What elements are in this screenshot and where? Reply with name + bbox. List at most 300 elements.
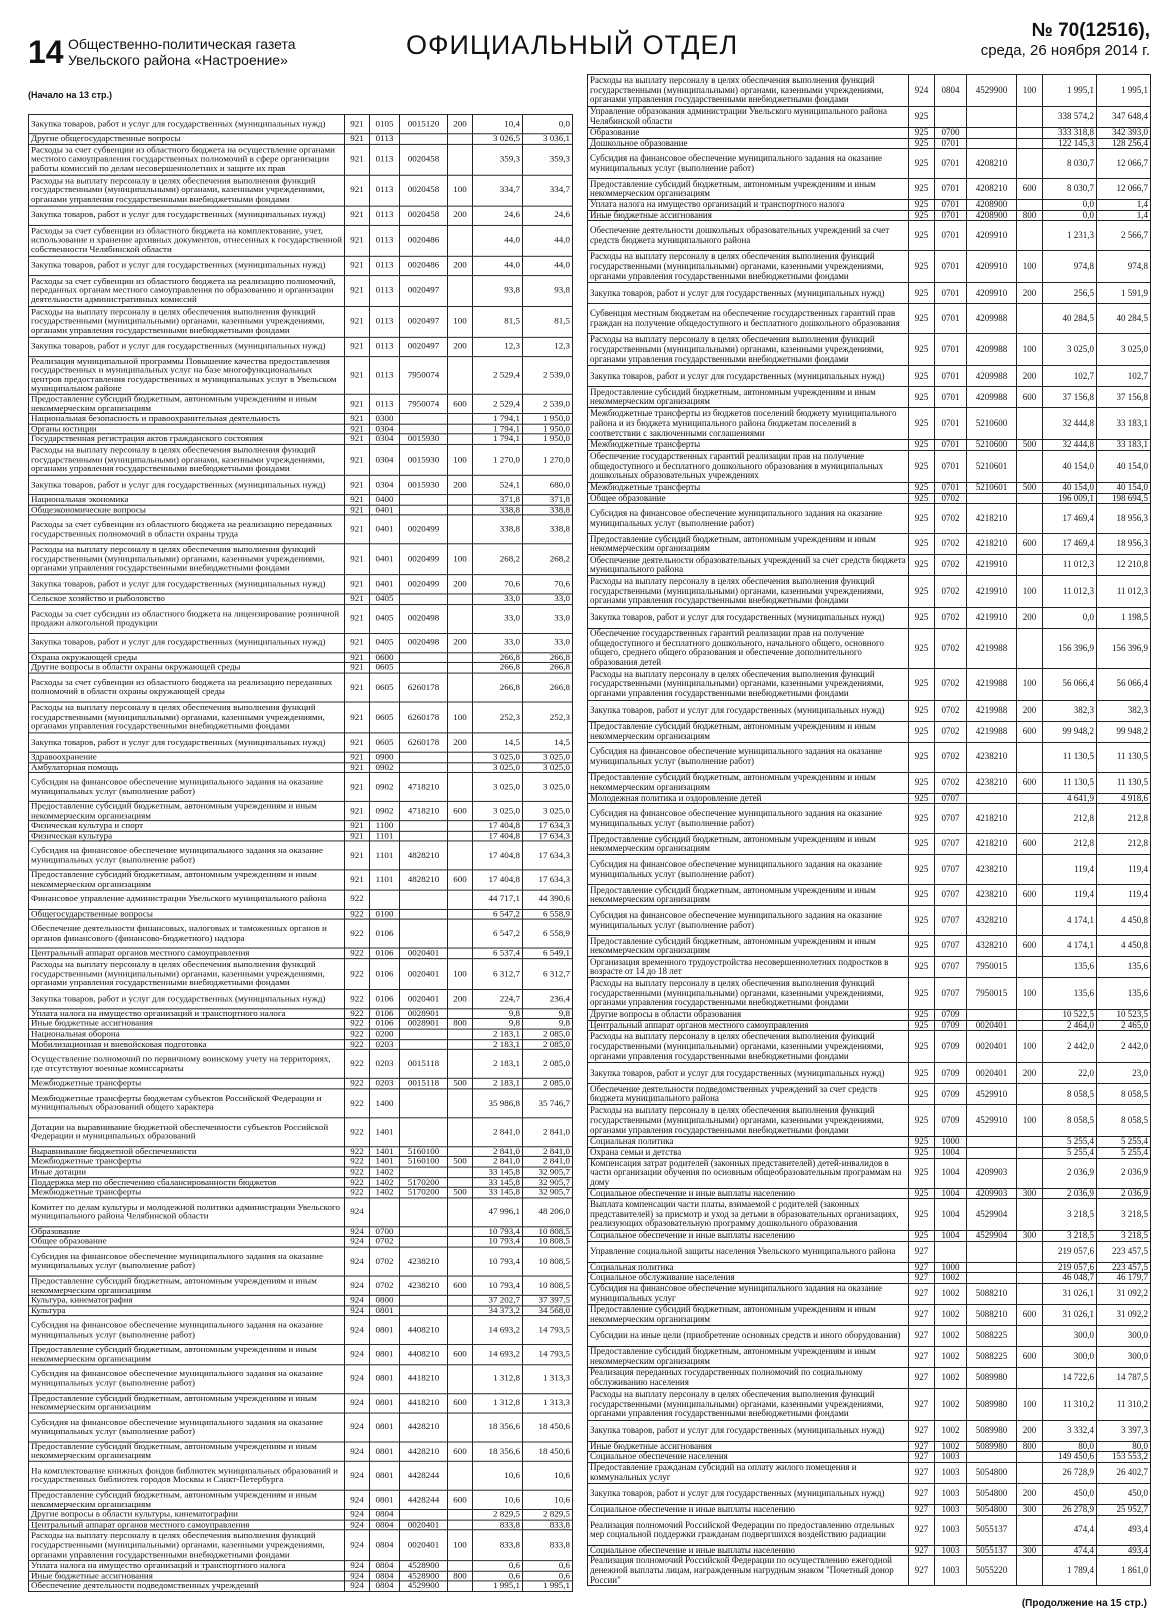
- row-department-code: 927: [909, 1545, 935, 1556]
- row-amount-2015: 450,0: [1043, 1484, 1097, 1505]
- row-amount-2015: 3 218,5: [1043, 1231, 1097, 1242]
- row-amount-2015: 4 174,1: [1043, 906, 1097, 936]
- right-table-row: [588, 1388, 1151, 1420]
- row-target-code: [400, 1237, 448, 1247]
- row-amount-2015: 1 794,1: [473, 434, 523, 444]
- left-table-row: [29, 444, 573, 475]
- row-section-code: 0804: [935, 75, 967, 107]
- row-description: Расходы на выплату персоналу в целях обеспечения выполнения функций государственными (муниципальными) органами, казенными учреждениями, органами управления государственными внебюджетными фондами: [29, 702, 345, 733]
- row-target-code: 4218210: [967, 534, 1017, 555]
- row-amount-2015: 833,8: [473, 1520, 523, 1530]
- row-section-code: 1000: [935, 1262, 967, 1273]
- row-section-code: 0113: [370, 175, 400, 206]
- row-amount-2015: 474,4: [1043, 1515, 1097, 1545]
- row-amount-2015: 14 693,2: [473, 1316, 523, 1345]
- row-amount-2015: 10 793,4: [473, 1227, 523, 1237]
- row-department-code: 925: [909, 221, 935, 251]
- row-description: Выравнивание бюджетной обеспеченности: [29, 1147, 345, 1157]
- row-department-code: 921: [345, 505, 370, 515]
- row-section-code: 0804: [370, 1510, 400, 1520]
- row-target-code: [400, 890, 448, 909]
- left-table-row: [29, 1039, 573, 1049]
- row-amount-2016: 1,4: [1097, 200, 1151, 211]
- row-description: Межбюджетные трансферты: [29, 1157, 345, 1167]
- row-description: Закупка товаров, работ и услуг для государственных (муниципальных нужд): [29, 733, 345, 752]
- row-amount-2015: 17 404,8: [473, 821, 523, 831]
- row-description: Сельское хозяйство и рыболовство: [29, 594, 345, 604]
- row-target-code: 4208900: [967, 210, 1017, 221]
- row-target-code: 4529910: [967, 1084, 1017, 1105]
- row-amount-2015: 6 312,7: [473, 958, 523, 989]
- row-department-code: 924: [345, 1295, 370, 1305]
- row-amount-2015: 56 066,4: [1043, 668, 1097, 700]
- row-description: Предоставление субсидий бюджетным, автономным учреждениям и иным некоммерческим организациям: [29, 1345, 345, 1364]
- left-table-row: [29, 1561, 573, 1571]
- row-description: Закупка товаров, работ и услуг для государственных (муниципальных нужд): [29, 633, 345, 652]
- row-amount-2015: 40 154,0: [1043, 482, 1097, 493]
- row-target-code: [400, 752, 448, 762]
- right-table-row: [588, 629, 1151, 668]
- row-expense-type: 100: [448, 1530, 473, 1561]
- row-section-code: 1004: [935, 1199, 967, 1231]
- row-amount-2016: 18 956,3: [1097, 504, 1151, 534]
- row-section-code: 0804: [370, 1520, 400, 1530]
- row-target-code: [400, 1167, 448, 1177]
- row-description: Культура: [29, 1306, 345, 1316]
- row-expense-type: [448, 1147, 473, 1157]
- row-amount-2016: 56 066,4: [1097, 668, 1151, 700]
- row-amount-2016: 4 450,8: [1097, 906, 1151, 936]
- row-section-code: 0105: [370, 114, 400, 133]
- row-target-code: 6260178: [400, 702, 448, 733]
- row-amount-2016: 3 025,0: [523, 752, 573, 762]
- row-department-code: 925: [909, 885, 935, 906]
- row-expense-type: 600: [1017, 834, 1043, 855]
- row-amount-2016: 9,8: [523, 1009, 573, 1019]
- row-description: Закупка товаров, работ и услуг для государственных (муниципальных нужд): [588, 283, 909, 304]
- row-target-code: 0020499: [400, 575, 448, 594]
- row-amount-2016: 2 036,9: [1097, 1188, 1151, 1199]
- row-description: Охрана окружающей среды: [29, 653, 345, 663]
- row-department-code: 927: [909, 1556, 935, 1586]
- row-amount-2016: 33,0: [523, 633, 573, 652]
- row-description: Обеспечение деятельности образовательных учреждений за счет средств бюджета муниципального района: [588, 555, 909, 576]
- row-department-code: 924: [345, 1581, 370, 1591]
- row-description: Расходы на выплату персоналу в целях обеспечения выполнения функций государственными (муниципальными) органами, казенными учреждениями, органами управления государственными внебюджетными фондами: [588, 668, 909, 700]
- row-target-code: 4328210: [967, 936, 1017, 957]
- row-amount-2016: 14 793,5: [523, 1345, 573, 1364]
- right-table-row: [588, 387, 1151, 408]
- row-description: Расходы на выплату персоналу в целях обеспечения выполнения функций государственными (муниципальными) органами, казенными учреждениями, органами управления государственными внебюджетными фондами: [29, 958, 345, 989]
- row-target-code: 4219988: [967, 629, 1017, 668]
- row-section-code: 0106: [370, 958, 400, 989]
- row-section-code: 0113: [370, 256, 400, 275]
- right-table-row: [588, 450, 1151, 482]
- row-department-code: 927: [909, 1367, 935, 1388]
- row-expense-type: 100: [448, 702, 473, 733]
- right-table-row: [588, 493, 1151, 504]
- left-table-row: [29, 909, 573, 919]
- row-description: Предоставление субсидий бюджетным, автономным учреждениям и иным некоммерческим организациям: [29, 1393, 345, 1412]
- row-department-code: 921: [345, 604, 370, 633]
- row-section-code: 0709: [935, 1105, 967, 1137]
- row-department-code: 922: [345, 1147, 370, 1157]
- row-target-code: 0020401: [967, 1063, 1017, 1084]
- row-amount-2015: 3 332,4: [1043, 1420, 1097, 1441]
- row-target-code: 0020401: [400, 1530, 448, 1561]
- row-expense-type: 600: [1017, 534, 1043, 555]
- row-section-code: 1003: [935, 1545, 967, 1556]
- left-table-row: [29, 434, 573, 444]
- row-expense-type: 100: [448, 306, 473, 337]
- row-target-code: 0020497: [400, 275, 448, 306]
- row-amount-2015: 333 318,8: [1043, 128, 1097, 139]
- row-department-code: 924: [345, 1276, 370, 1295]
- row-amount-2015: 18 356,6: [473, 1413, 523, 1442]
- row-expense-type: [1017, 1020, 1043, 1031]
- row-department-code: 922: [345, 1050, 370, 1079]
- row-department-code: 924: [345, 1237, 370, 1247]
- row-expense-type: [448, 594, 473, 604]
- row-amount-2016: 32 905,7: [523, 1187, 573, 1197]
- row-amount-2015: 382,3: [1043, 700, 1097, 721]
- row-expense-type: [448, 275, 473, 306]
- left-table-row: [29, 1413, 573, 1442]
- row-target-code: 5088210: [967, 1283, 1017, 1304]
- row-amount-2016: 35 746,7: [523, 1089, 573, 1118]
- row-target-code: 4528900: [400, 1561, 448, 1571]
- row-description: Социальное обеспечение и иные выплаты населению: [588, 1545, 909, 1556]
- row-amount-2016: 1 313,3: [523, 1364, 573, 1393]
- right-table-row: [588, 906, 1151, 936]
- row-section-code: 0701: [935, 482, 967, 493]
- row-section-code: 0701: [935, 408, 967, 440]
- row-target-code: [400, 594, 448, 604]
- row-amount-2015: 11 012,3: [1043, 555, 1097, 576]
- right-table-row: [588, 408, 1151, 440]
- row-description: Другие вопросы в области культуры, кинематографии: [29, 1510, 345, 1520]
- right-table-row: [588, 128, 1151, 139]
- row-amount-2016: 4 450,8: [1097, 936, 1151, 957]
- row-section-code: 0702: [370, 1237, 400, 1247]
- row-expense-type: [448, 1029, 473, 1039]
- row-amount-2015: 0,0: [1043, 210, 1097, 221]
- row-expense-type: 600: [448, 1393, 473, 1412]
- row-target-code: 4828210: [400, 841, 448, 870]
- row-department-code: 921: [345, 114, 370, 133]
- row-section-code: 0605: [370, 702, 400, 733]
- row-amount-2016: 40 284,5: [1097, 304, 1151, 334]
- right-table-row: [588, 1137, 1151, 1148]
- row-amount-2015: 371,8: [473, 495, 523, 505]
- row-description: Субсидия на финансовое обеспечение муниципального задания на оказание муниципальных услуг (выполнение работ): [29, 1364, 345, 1393]
- left-table-row: [29, 594, 573, 604]
- row-description: Уплата налога на имущество организаций и транспортного налога: [588, 200, 909, 211]
- left-table-row: [29, 1571, 573, 1581]
- row-target-code: 0020401: [400, 989, 448, 1008]
- row-target-code: 4238210: [967, 772, 1017, 793]
- row-amount-2016: 266,8: [523, 673, 573, 702]
- row-amount-2015: 9,8: [473, 1019, 523, 1029]
- row-section-code: 0701: [935, 366, 967, 387]
- row-target-code: [967, 138, 1017, 149]
- row-department-code: 927: [909, 1463, 935, 1484]
- row-department-code: 925: [909, 700, 935, 721]
- row-target-code: 5160100: [400, 1157, 448, 1167]
- row-amount-2015: 266,8: [473, 663, 523, 673]
- row-target-code: [400, 1029, 448, 1039]
- right-table-row: [588, 978, 1151, 1010]
- row-amount-2015: 212,8: [1043, 804, 1097, 834]
- row-amount-2016: 10 808,5: [523, 1247, 573, 1276]
- row-amount-2015: 17 404,8: [473, 870, 523, 889]
- row-amount-2015: 34 373,2: [473, 1306, 523, 1316]
- row-description: Дотации на выравнивание бюджетной обеспеченности субъектов Российской Федерации и муниципальных образований: [29, 1118, 345, 1147]
- row-amount-2016: 6 312,7: [523, 958, 573, 989]
- row-amount-2015: 219 057,6: [1043, 1262, 1097, 1273]
- row-amount-2016: 0,0: [523, 114, 573, 133]
- row-section-code: 1002: [935, 1441, 967, 1452]
- left-table-row: [29, 801, 573, 820]
- row-amount-2016: 14 787,5: [1097, 1367, 1151, 1388]
- row-expense-type: [1017, 629, 1043, 668]
- row-department-code: 925: [909, 482, 935, 493]
- row-section-code: 0801: [370, 1413, 400, 1442]
- left-table-row: [29, 1364, 573, 1393]
- right-table-row: [588, 534, 1151, 555]
- row-expense-type: 500: [1017, 482, 1043, 493]
- row-description: Закупка товаров, работ и услуг для государственных (муниципальных нужд): [29, 206, 345, 225]
- row-amount-2016: 32 905,7: [523, 1177, 573, 1187]
- left-table-row: [29, 505, 573, 515]
- left-table-row: [29, 1295, 573, 1305]
- row-amount-2015: 252,3: [473, 702, 523, 733]
- row-section-code: 1004: [935, 1147, 967, 1158]
- row-expense-type: [448, 1118, 473, 1147]
- row-description: Поддержка мер по обеспечению сбалансированности бюджетов: [29, 1177, 345, 1187]
- row-target-code: [400, 495, 448, 505]
- left-table-row: [29, 1187, 573, 1197]
- row-expense-type: [448, 604, 473, 633]
- row-expense-type: 200: [1017, 283, 1043, 304]
- row-department-code: 925: [909, 1158, 935, 1188]
- row-section-code: 0900: [370, 752, 400, 762]
- row-amount-2016: 156 396,9: [1097, 629, 1151, 668]
- left-table-row: [29, 1530, 573, 1561]
- left-table-row: [29, 134, 573, 144]
- row-expense-type: [1017, 221, 1043, 251]
- row-section-code: 0702: [935, 668, 967, 700]
- row-description: Другие вопросы в области образования: [588, 1010, 909, 1021]
- row-expense-type: [1017, 1147, 1043, 1158]
- row-section-code: [370, 1198, 400, 1227]
- row-amount-2015: 37 202,7: [473, 1295, 523, 1305]
- row-amount-2016: 8 058,5: [1097, 1105, 1151, 1137]
- row-expense-type: 500: [448, 1078, 473, 1088]
- row-expense-type: [448, 948, 473, 958]
- row-department-code: 925: [909, 1031, 935, 1063]
- row-section-code: 0405: [370, 633, 400, 652]
- row-amount-2016: 24,6: [523, 206, 573, 225]
- row-section-code: 0707: [935, 793, 967, 804]
- row-expense-type: 500: [448, 1187, 473, 1197]
- row-department-code: 925: [909, 138, 935, 149]
- row-amount-2015: 33,0: [473, 633, 523, 652]
- row-department-code: 922: [345, 1177, 370, 1187]
- left-table-row: [29, 653, 573, 663]
- row-description: Управление социальной защиты населения Увельского муниципального района: [588, 1241, 909, 1262]
- row-expense-type: 200: [448, 575, 473, 594]
- right-table-row: [588, 885, 1151, 906]
- row-target-code: 4209910: [967, 251, 1017, 283]
- row-expense-type: [448, 909, 473, 919]
- row-department-code: 927: [909, 1441, 935, 1452]
- row-section-code: 0702: [370, 1276, 400, 1295]
- row-amount-2015: 2 036,9: [1043, 1158, 1097, 1188]
- row-section-code: 0113: [370, 206, 400, 225]
- row-department-code: 921: [345, 515, 370, 544]
- row-amount-2016: 1 950,0: [523, 424, 573, 434]
- right-table-row: [588, 1367, 1151, 1388]
- row-section-code: 0709: [935, 1084, 967, 1105]
- issue-info: [981, 20, 1150, 59]
- row-target-code: 0015930: [400, 444, 448, 475]
- row-target-code: [967, 1452, 1017, 1463]
- right-table-row: [588, 957, 1151, 978]
- row-amount-2016: 1 950,0: [523, 414, 573, 424]
- row-description: Иные бюджетные ассигнования: [588, 210, 909, 221]
- row-expense-type: 600: [448, 1490, 473, 1509]
- row-section-code: [935, 107, 967, 128]
- row-target-code: 0015930: [400, 434, 448, 444]
- row-amount-2016: 128 256,4: [1097, 138, 1151, 149]
- right-table-row: [588, 304, 1151, 334]
- row-section-code: 0709: [935, 1063, 967, 1084]
- row-amount-2015: 10 793,4: [473, 1237, 523, 1247]
- right-table-row: [588, 1515, 1151, 1545]
- row-amount-2015: 37 156,8: [1043, 387, 1097, 408]
- row-amount-2016: 3 025,0: [1097, 334, 1151, 366]
- row-target-code: 5088210: [967, 1304, 1017, 1325]
- row-target-code: 0020498: [400, 633, 448, 652]
- row-expense-type: [448, 831, 473, 841]
- row-amount-2015: 26 278,9: [1043, 1505, 1097, 1516]
- row-description: Межбюджетные трансферты: [29, 1187, 345, 1197]
- row-expense-type: [1017, 742, 1043, 772]
- right-table-row: [588, 721, 1151, 742]
- row-department-code: 925: [909, 668, 935, 700]
- row-section-code: 1004: [935, 1158, 967, 1188]
- row-amount-2016: 9,8: [523, 1019, 573, 1029]
- left-table-row: [29, 206, 573, 225]
- row-description: Расходы за счет субвенции из областного бюджета на реализацию переданных государственных полномочий в области охраны труда: [29, 515, 345, 544]
- row-description: Субсидия на финансовое обеспечение муниципального задания на оказание муниципальных услуг (выполнение работ): [588, 504, 909, 534]
- row-target-code: 0020486: [400, 256, 448, 275]
- row-amount-2015: 9,8: [473, 1009, 523, 1019]
- row-description: Расходы на выплату персоналу в целях обеспечения выполнения функций государственными (муниципальными) органами, казенными учреждениями, органами управления государственными внебюджетными фондами: [29, 1530, 345, 1561]
- row-department-code: 925: [909, 1147, 935, 1158]
- row-department-code: 927: [909, 1273, 935, 1284]
- row-section-code: 1002: [935, 1367, 967, 1388]
- row-section-code: 0702: [935, 721, 967, 742]
- row-amount-2015: 3 026,5: [473, 134, 523, 144]
- row-description: Расходы на выплату персоналу в целях обеспечения выполнения функций государственными (муниципальными) органами, казенными учреждениями, органами управления государственными внебюджетными фондами: [588, 978, 909, 1010]
- row-amount-2015: 40 284,5: [1043, 304, 1097, 334]
- row-section-code: 0700: [935, 128, 967, 139]
- row-department-code: 924: [345, 1247, 370, 1276]
- row-target-code: [400, 762, 448, 772]
- row-section-code: 1402: [370, 1187, 400, 1197]
- row-expense-type: 100: [1017, 251, 1043, 283]
- row-department-code: 927: [909, 1505, 935, 1516]
- row-section-code: 0700: [370, 1227, 400, 1237]
- row-section-code: 0701: [935, 221, 967, 251]
- row-department-code: 925: [909, 534, 935, 555]
- row-description: Предоставление субсидий бюджетным, автономным учреждениям и иным некоммерческим организациям: [29, 394, 345, 413]
- row-expense-type: 100: [1017, 334, 1043, 366]
- row-target-code: 4209988: [967, 304, 1017, 334]
- row-target-code: 4219910: [967, 555, 1017, 576]
- row-section-code: 1004: [935, 1231, 967, 1242]
- row-amount-2015: 833,8: [473, 1530, 523, 1561]
- row-department-code: 922: [345, 1019, 370, 1029]
- row-department-code: 927: [909, 1262, 935, 1273]
- left-table-row: [29, 1050, 573, 1079]
- right-table-row: [588, 1420, 1151, 1441]
- row-target-code: 0020401: [967, 1020, 1017, 1031]
- left-table-row: [29, 1581, 573, 1591]
- left-table-row: [29, 870, 573, 889]
- row-expense-type: [448, 919, 473, 948]
- right-table-row: [588, 1147, 1151, 1158]
- row-description: Финансовое управление администрации Увельского муниципального района: [29, 890, 345, 909]
- row-target-code: [400, 909, 448, 919]
- row-amount-2016: 359,3: [523, 144, 573, 175]
- right-table-row: [588, 1325, 1151, 1346]
- row-expense-type: [1017, 138, 1043, 149]
- row-target-code: 7950074: [400, 394, 448, 413]
- row-amount-2016: 223 457,5: [1097, 1262, 1151, 1273]
- row-expense-type: [448, 414, 473, 424]
- left-table-row: [29, 762, 573, 772]
- row-target-code: 6260178: [400, 733, 448, 752]
- row-expense-type: 100: [1017, 1105, 1043, 1137]
- row-department-code: 925: [909, 1084, 935, 1105]
- row-section-code: 0701: [935, 304, 967, 334]
- row-expense-type: [448, 1364, 473, 1393]
- row-description: Расходы на выплату персоналу в целях обеспечения выполнения функций государственными (муниципальными) органами, казенными учреждениями, органами управления государственными внебюджетными фондами: [588, 1388, 909, 1420]
- row-section-code: 0401: [370, 575, 400, 594]
- row-description: Предоставление субсидий бюджетным, автономным учреждениям и иным некоммерческим организациям: [588, 387, 909, 408]
- row-expense-type: 600: [1017, 387, 1043, 408]
- row-expense-type: 200: [1017, 366, 1043, 387]
- row-amount-2015: 5 255,4: [1043, 1147, 1097, 1158]
- row-target-code: 0028901: [400, 1019, 448, 1029]
- row-target-code: 4238210: [967, 742, 1017, 772]
- row-target-code: 0020401: [967, 1031, 1017, 1063]
- row-department-code: 921: [345, 870, 370, 889]
- row-target-code: 5210601: [967, 450, 1017, 482]
- row-description: Субсидия на финансовое обеспечение муниципального задания на оказание муниципальных услуг (выполнение работ): [29, 841, 345, 870]
- row-amount-2016: 33 183,1: [1097, 408, 1151, 440]
- row-amount-2016: 2 465,0: [1097, 1020, 1151, 1031]
- row-description: Образование: [29, 1227, 345, 1237]
- row-department-code: 925: [909, 793, 935, 804]
- row-department-code: 921: [345, 801, 370, 820]
- right-table-row: [588, 576, 1151, 608]
- row-section-code: 1101: [370, 870, 400, 889]
- row-department-code: 925: [909, 772, 935, 793]
